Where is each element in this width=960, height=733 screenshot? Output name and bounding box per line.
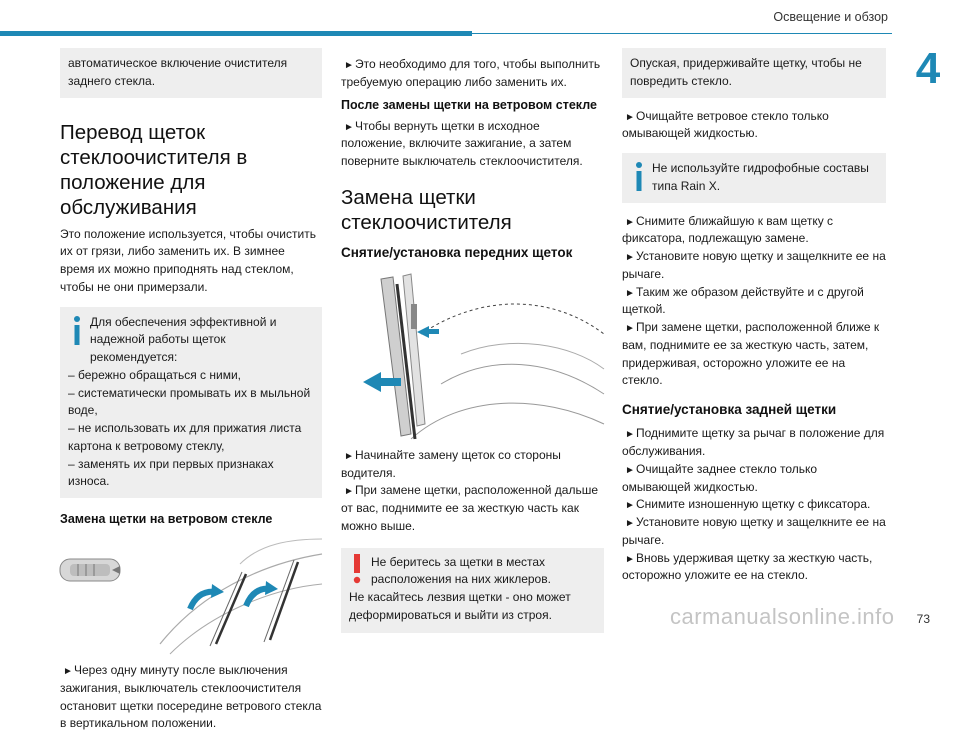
column-left [60, 48, 322, 733]
chapter-number: 4 [915, 44, 941, 93]
list-item: – заменять их при первых признаках износа. [68, 456, 274, 489]
list-item: – систематически промывать их в мыльной воде, [68, 385, 311, 418]
bullet-install-rear [622, 514, 886, 550]
bullet-raise-rear [622, 425, 886, 461]
bullet-text: Поднимите щетку за рычаг в положение для обслуживания. [622, 426, 885, 459]
bullet-driver-side [341, 447, 604, 483]
info-text: Не используйте гидрофобные составы типа Rain X. [652, 161, 869, 193]
bullet-clean-rear [622, 461, 886, 497]
service-position-heading: Перевод щеток стеклоочистителя в положение для обслуживания [60, 120, 248, 219]
triangle-bullet-icon: ► [344, 60, 354, 71]
triangle-bullet-icon: ► [344, 121, 354, 133]
info-icon [70, 315, 84, 345]
triangle-bullet-icon: ► [344, 450, 354, 462]
bullet-text: Через одну минуту после выключения зажигания, выключатель стеклоочистителя остановит щетки посередине ветрового стекла в вертикальном положении. [60, 663, 322, 731]
triangle-bullet-icon: ► [625, 323, 635, 335]
bullet-far-blade [341, 482, 604, 535]
service-position-intro: Это положение используется, чтобы очистить их от грязи, либо заменить их. В зимнее время их можно приподнять над стеклом, чтобы не они примерзали. [60, 226, 316, 294]
bullet-return-position [341, 118, 604, 171]
warning-box [341, 548, 604, 633]
info-lead: Для обеспечения эффективной и надежной работы щеток рекомендуется: [90, 314, 277, 364]
continued-note-box [60, 48, 322, 98]
bullet-text: Установите новую щетку и защелкните ее на рычаге. [622, 249, 886, 281]
bullet-other-blade [622, 284, 886, 320]
bullet-clean-windshield [622, 108, 886, 144]
bullet-remove-near [622, 213, 886, 249]
triangle-bullet-icon: ► [625, 216, 635, 228]
windshield-replace-heading: Замена щетки на ветровом стекле [60, 512, 273, 526]
info-box-hydrophobic [622, 153, 886, 203]
bullet-text: При замене щетки, расположенной дальше от вас, поднимите ее за жесткую часть как можно выше. [341, 483, 599, 533]
recommendation-list [68, 367, 314, 491]
bullet-text: При замене щетки, расположенной ближе к вам, поднимите ее за жесткую часть, затем, придерживая, осторожно уложите ее на стекло. [622, 320, 880, 388]
section-title: Освещение и обзор [773, 10, 888, 24]
after-replace-heading: После замены щетки на ветровом стекле [341, 97, 597, 112]
bullet-text: Чтобы вернуть щетки в исходное положение, включите зажигание, а затем поверните выключатель стеклоочистителя. [341, 118, 583, 169]
header-accent-bar [0, 31, 472, 36]
info-box-recommendations [60, 307, 322, 499]
bullet-install-new [622, 248, 886, 284]
triangle-bullet-icon: ► [625, 500, 635, 512]
triangle-bullet-icon: ► [625, 553, 635, 565]
blade-removal-illustration [341, 274, 604, 439]
triangle-bullet-icon: ► [344, 486, 354, 498]
bullet-text: Таким же образом действуйте и с другой щеткой. [622, 284, 864, 317]
bullet-text: Очищайте заднее стекло только омывающей жидкостью. [622, 461, 818, 494]
continued-note: автоматическое включение очистителя заднего стекла. [68, 56, 288, 88]
lowering-note: Опуская, придерживайте щетку, чтобы не повредить стекло. [630, 56, 862, 88]
wiper-stalk-illustration [60, 534, 322, 654]
bullet-text: Снимите ближайшую к вам щетку с фиксатора, подлежащую замене. [622, 213, 834, 246]
bullet-purpose [341, 56, 604, 92]
list-item: – бережно обращаться с ними, [68, 367, 242, 382]
triangle-bullet-icon: ► [625, 287, 635, 299]
blade-replacement-heading: Замена щетки стеклоочистителя [341, 185, 512, 234]
triangle-bullet-icon: ► [625, 518, 635, 530]
bullet-text: Очищайте ветровое стекло только омывающей жидкостью. [622, 108, 829, 141]
column-middle [341, 48, 604, 633]
bullet-text: Это необходимо для того, чтобы выполнить требуемую операцию либо заменить их. [341, 57, 601, 89]
bullet-text: Снимите изношенную щетку с фиксатора. [636, 497, 871, 512]
triangle-bullet-icon: ► [625, 111, 635, 123]
warning-icon [351, 554, 363, 584]
page-number: 73 [916, 612, 930, 626]
bullet-text: Начинайте замену щеток со стороны водителя. [341, 447, 561, 480]
front-blades-heading: Снятие/установка передних щеток [341, 244, 573, 260]
watermark: carmanualsonline.info [670, 604, 895, 629]
warning-rest: Не касайтесь лезвия щетки - оно может деформироваться и выйти из строя. [349, 590, 571, 622]
header-rule [472, 33, 892, 34]
bullet-text: Вновь удерживая щетку за жесткую часть, осторожно уложите ее на стекло. [622, 550, 873, 583]
warning-lead: Не беритесь за щетки в местах расположения на них жиклеров. [371, 554, 551, 587]
lowering-note-box [622, 48, 886, 98]
info-icon [632, 161, 646, 191]
bullet-text: Установите новую щетку и защелкните ее на рычаге. [622, 515, 886, 547]
bullet-stop-position [60, 662, 322, 733]
bullet-remove-worn [622, 496, 886, 514]
column-right [622, 48, 886, 585]
triangle-bullet-icon: ► [625, 252, 635, 264]
triangle-bullet-icon: ► [625, 429, 635, 441]
triangle-bullet-icon: ► [63, 666, 73, 677]
rear-blade-heading: Снятие/установка задней щетки [622, 402, 837, 418]
triangle-bullet-icon: ► [625, 464, 635, 476]
bullet-lower-rear [622, 550, 886, 586]
list-item: – не использовать их для прижатия листа картона к ветровому стеклу, [68, 421, 302, 453]
bullet-near-blade [622, 319, 886, 390]
